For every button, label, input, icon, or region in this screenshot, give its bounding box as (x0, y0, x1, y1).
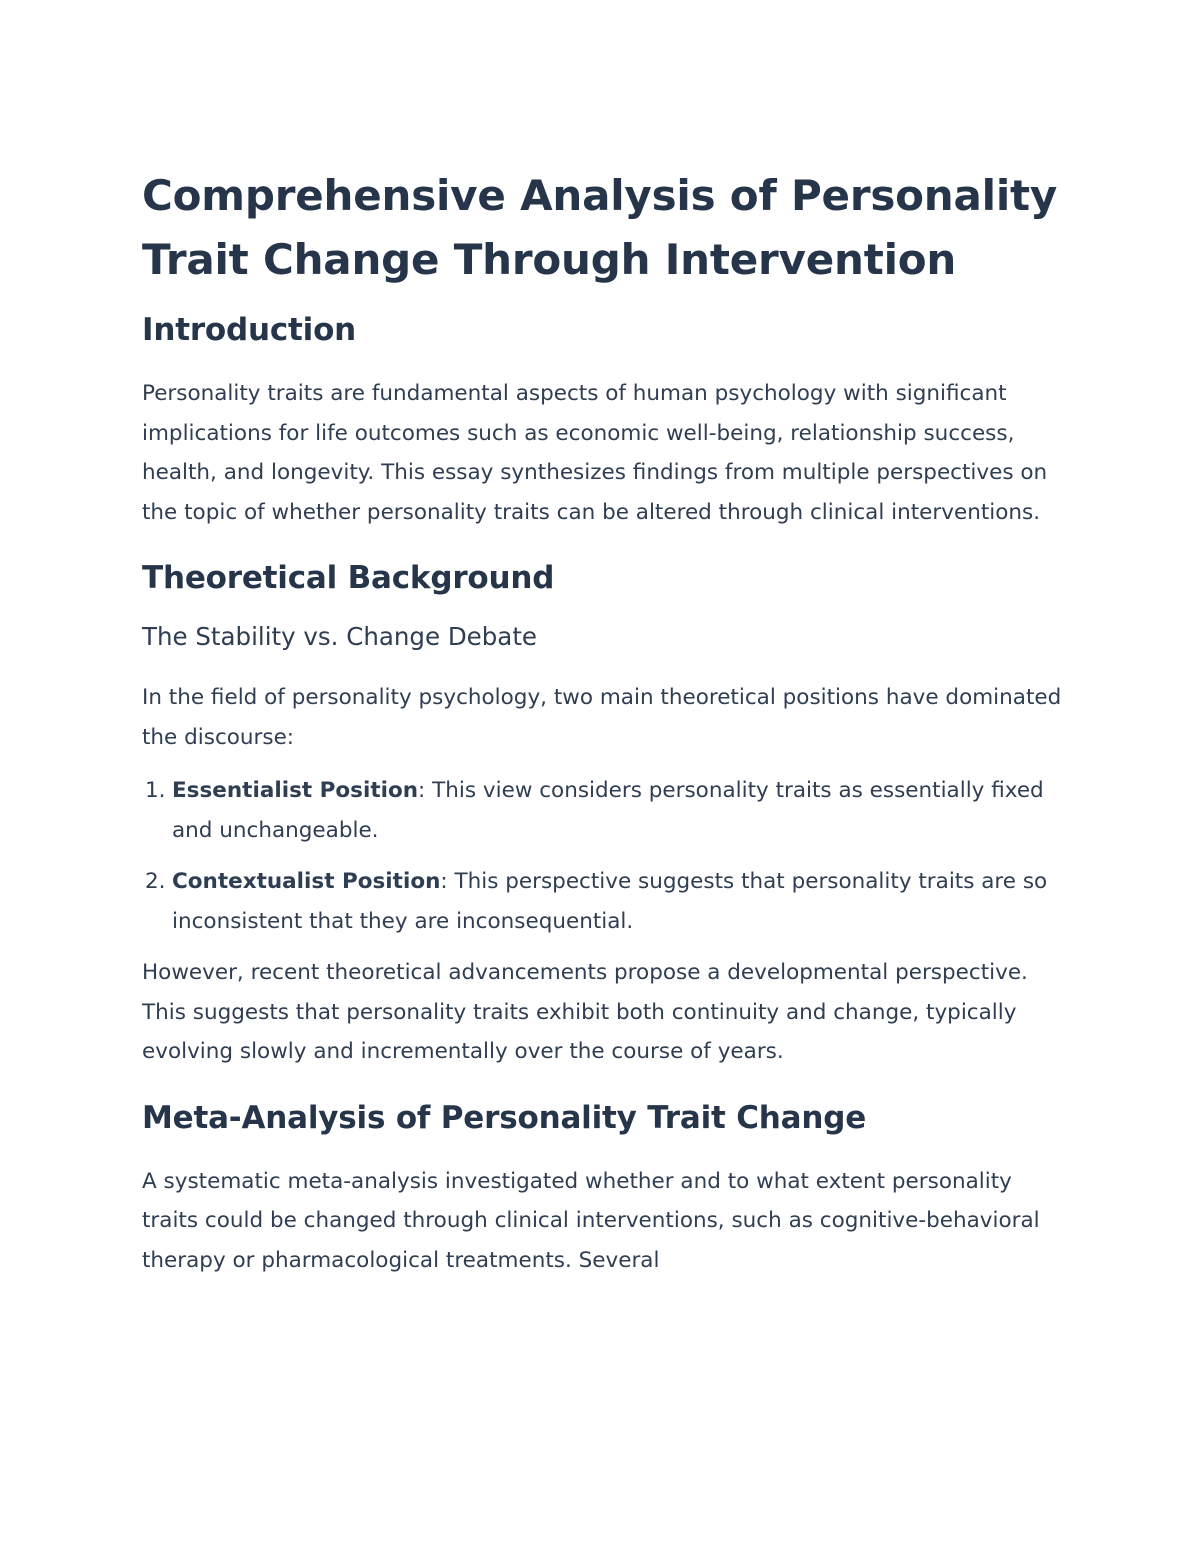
document-title: Comprehensive Analysis of Personality Trait Change Through Intervention (142, 171, 1058, 284)
list-text: : This view considers personality traits as essentially fixed and unchangeable. (172, 778, 1044, 843)
list-text: : This perspective suggests that personality traits are so inconsistent that they are inconsequential. (172, 869, 1048, 934)
document-page (142, 160, 1062, 1280)
section-heading-introduction: Introduction (142, 312, 357, 348)
list-item-contextualist (142, 862, 1062, 941)
section-heading-meta-analysis: Meta-Analysis of Personality Trait Change (142, 1099, 867, 1136)
list-number: 2. (145, 869, 166, 894)
section-heading-theoretical-background: Theoretical Background (142, 560, 555, 596)
list-term: Contextualist Position (172, 869, 441, 894)
list-number: 1. (145, 778, 166, 803)
positions-list (142, 771, 1062, 941)
list-term: Essentialist Position (172, 778, 419, 803)
list-item-essentialist (142, 771, 1062, 850)
developmental-paragraph: However, recent theoretical advancements propose a developmental perspective. This suggests that personality traits exhibit both continuity and change, typically evolving slowly and incrementally over the course of years. (142, 960, 1028, 1064)
meta-analysis-paragraph: A systematic meta-analysis investigated whether and to what extent personality traits could be changed through clinical interventions, such as cognitive-behavioral therapy or pharmacological treatments. Several (142, 1168, 1040, 1273)
subheading-stability-vs-change: The Stability vs. Change Debate (142, 622, 538, 651)
debate-paragraph: In the field of personality psychology, two main theoretical positions have dominated the discourse: (142, 685, 1062, 750)
introduction-paragraph: Personality traits are fundamental aspects of human psychology with significant implications for life outcomes such as economic well-being, relationship success, health, and longevity. This essay synthesizes findings from multiple perspectives on the topic of whether personality traits can be altered through clinical interventions. (142, 381, 1048, 525)
